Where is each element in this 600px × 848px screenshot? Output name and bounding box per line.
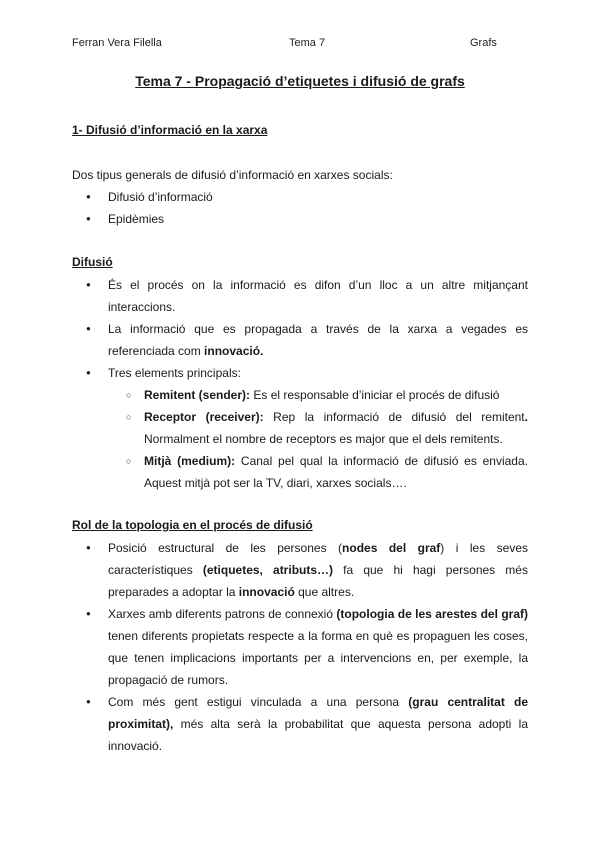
list-item: ● Epidèmies — [108, 208, 528, 230]
rol-b1-t2: ) i les seves característiques — [108, 541, 529, 577]
difusio-heading: Difusió — [72, 255, 113, 269]
rol-b1-t1: Posició estructural de les persones ( — [108, 541, 343, 555]
header-author: Ferran Vera Filella — [72, 37, 162, 49]
rol-b3-t2: més alta serà la probabilitat que aquesta persona adopti la innovació. — [108, 717, 528, 753]
section1-heading: 1- Difusió d’informació en la xarxa — [72, 123, 268, 137]
mitja-label: Mitjà (medium): — [144, 454, 236, 468]
rol-b1-t3: fa que hi hagi persones més preparades a adoptar la — [108, 563, 528, 599]
rol-b1-t4: que altres. — [294, 585, 355, 599]
difusio-bullet-2-text: La informació que es propagada a través de la xarxa a vegades es referenciada com — [108, 322, 528, 358]
rol-b1-b1: nodes del graf — [342, 541, 441, 555]
receptor-text: Rep la informació de difusió del remitent — [263, 410, 525, 424]
rol-bullet-1 — [108, 537, 528, 603]
sub-item-receptor — [144, 406, 528, 450]
rol-heading: Rol de la topologia en el procés de difusió — [72, 518, 313, 532]
rol-bullet-3 — [108, 691, 528, 757]
difusio-bullet-2 — [108, 318, 528, 362]
sub-item-mitja — [144, 450, 528, 494]
receptor-label: Receptor (receiver): — [144, 410, 264, 424]
rol-bullet-2 — [108, 603, 528, 691]
rol-b1-b2: (etiquetes, atributs…) — [202, 563, 334, 577]
receptor-dot: . — [524, 410, 528, 424]
difusio-bullet-3: ● Tres elements principals: — [108, 362, 528, 384]
mitja-text: Canal pel qual la informació de difusió es enviada. Aquest mitjà pot ser la TV, diari, xarxes socials…. — [144, 454, 528, 490]
sub-item-remitent — [144, 384, 528, 406]
rol-b2-b1: (topologia de les arestes del graf) — [336, 607, 528, 621]
receptor-text-2: Normalment el nombre de receptors es major que el dels remitents. — [144, 432, 503, 446]
header-subject: Grafs — [470, 37, 497, 49]
rol-b2-t2: tenen diferents propietats respecte a la forma en què es propaguen les coses, que tenen implicacions importants per a intervencions en, per exemple, la propagació de rumors. — [108, 629, 528, 687]
rol-b3-b1: (grau centralitat de proximitat), — [108, 695, 529, 731]
rol-b3-t1: Com més gent estigui vinculada a una persona — [108, 695, 409, 709]
remitent-text: Es el responsable d’iniciar el procés de difusió — [250, 388, 500, 402]
remitent-label: Remitent (sender): — [144, 388, 251, 402]
difusio-bullet-2-bold: innovació. — [204, 344, 264, 358]
header-topic: Tema 7 — [289, 37, 326, 49]
list-item: ● Difusió d’informació — [108, 186, 528, 208]
section1-intro: Dos tipus generals de difusió d’informació en xarxes socials: — [72, 168, 393, 182]
document-title: Tema 7 - Propagació d’etiquetes i difusió de grafs — [135, 73, 465, 89]
rol-b2-t1: Xarxes amb diferents patrons de connexió — [108, 607, 337, 621]
difusio-bullet-1: ● És el procés on la informació es difon d’un lloc a un altre mitjançant interaccions. — [108, 274, 528, 318]
rol-b1-b3: innovació — [238, 585, 295, 599]
